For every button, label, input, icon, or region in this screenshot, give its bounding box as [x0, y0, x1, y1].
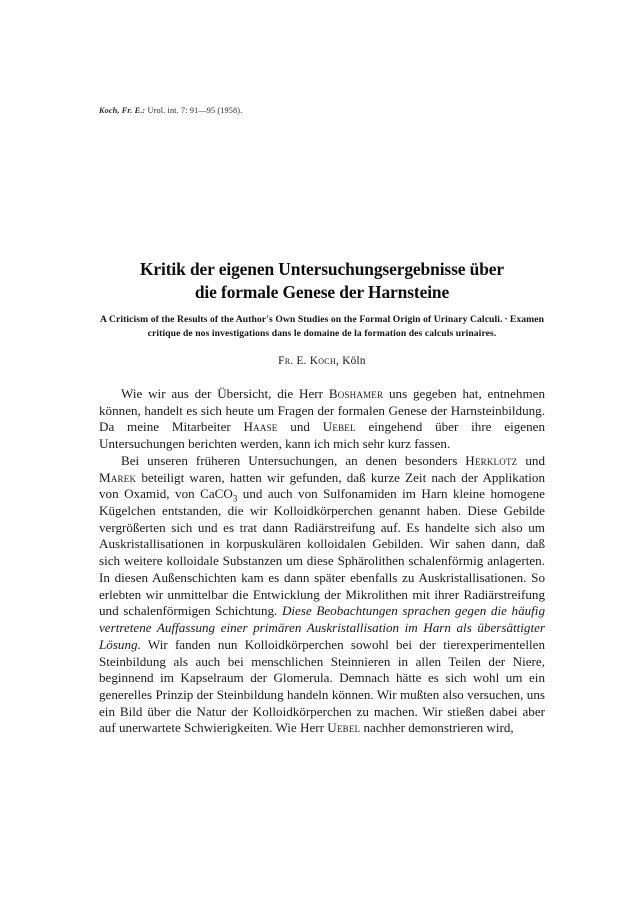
- proper-name: Herklotz: [465, 452, 518, 468]
- body-text: [99, 386, 545, 737]
- title-line-1: Kritik der eigenen Untersuchungsergebnisse über: [139, 259, 505, 279]
- subtitle-block: [99, 313, 545, 341]
- citation-reference: Urol. int. 7: 91—95 (1958).: [147, 106, 243, 115]
- running-head-citation: [99, 106, 545, 115]
- proper-name: Marek: [99, 469, 137, 485]
- byline-city: Köln: [342, 354, 366, 367]
- emphasised-passage: Diese Beobachtungen sprachen gegen die häufig vertretene Auffassung einer primären Auskristallisation im Harn als übersättigter Lösung.: [99, 603, 545, 652]
- subtitle-english: A Criticism of the Results of the Author's Own Studies on the Formal Origin of Urinary Calculi.: [99, 313, 503, 325]
- proper-name: Uebel: [322, 419, 356, 435]
- paragraph-2: Bei unseren früheren Untersuchungen, an denen besonders Herklotz und Marek beteiligt waren, hatten wir gefunden, daß kurze Zeit nach der Applikation von Oxamid, von CaCO$_3$ und auch von Sulfonamiden im Harn kleine homogene Kügelchen entstanden, die wir Kolloidkörperchen genannt haben. Diese Gebilde vergrößerten sich und es trat dann Radiärstreifung auf. Es handelte sich also um Auskristallisationen in korpuskulären kolloidalen Gebilden. Wir sahen dann, daß sich weitere kolloidale Substanzen um diese Sphärolithen schalenförmig anlagerten. In diesen Außenschichten kam es dann später ebenfalls zu Auskristallisationen. So erlebten wir unmittelbar die Entwicklung der Mikrolithen mit ihrer Radiärstreifung und schalenförmigen Schichtung. Diese Beobachtungen sprachen gegen die häufig vertretene Auffassung einer primären Auskristallisation im Harn als übersättigter Lösung. Wir fanden nun Kolloidkörperchen sowohl bei der tierexperimentellen Steinbildung als auch bei menschlichen Steinnieren in allen Teilen der Niere, beginnend im Kapselraum der Glomerula. Demnach hätte es sich wohl um ein generelles Prinzip der Steinbildung handeln können. Wir mußten also versuchen, uns ein Bild über die Natur der Kolloidkörperchen zu machen. Wir stießen dabei aber auf unerwartete Schwierigkeiten. Wie Herr Uebel nachher demonstrieren wird,: [99, 452, 545, 736]
- byline: [99, 355, 545, 367]
- page-title: [99, 258, 545, 304]
- formula-subscript: 3: [232, 493, 238, 504]
- paragraph-1: Wie wir aus der Übersicht, die Herr Boshamer uns gegeben hat, entnehmen können, handelt es sich heute um Fragen der formalen Genese der Harnsteinbildung. Da meine Mitarbeiter Haase und Uebel eingehend über ihre eigenen Untersuchungen berichten werden, kann ich mich sehr kurz fassen.: [99, 386, 545, 452]
- byline-author: Fr. E. Koch,: [278, 354, 340, 367]
- proper-name: Boshamer: [328, 386, 384, 401]
- subtitle-french: Examen critique de nos investigations dans le domaine de la formation des calculs urinaires.: [147, 313, 545, 339]
- proper-name: Haase: [243, 419, 278, 435]
- proper-name: Uebel: [327, 720, 361, 736]
- chemical-formula: CaCO$_3$: [200, 486, 238, 504]
- subtitle-separator: ·: [504, 313, 508, 325]
- title-block: [99, 258, 545, 367]
- citation-author: Koch, Fr. E.:: [99, 106, 146, 115]
- title-line-2: die formale Genese der Harnsteine: [194, 281, 450, 302]
